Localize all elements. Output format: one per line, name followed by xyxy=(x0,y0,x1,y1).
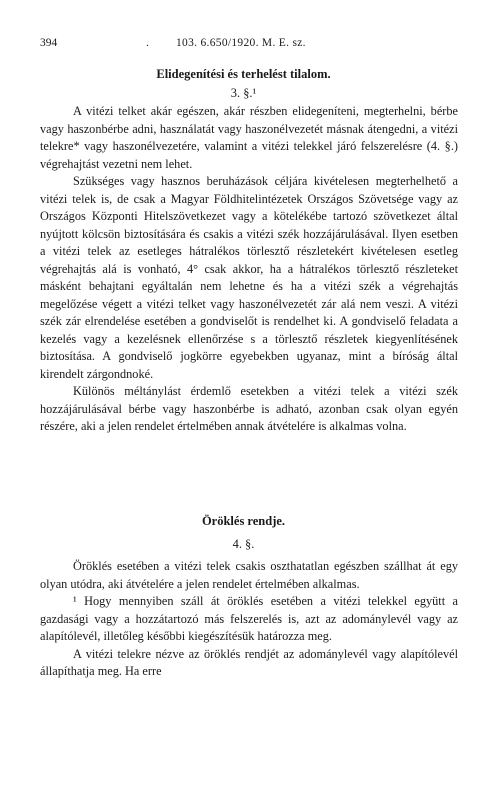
section-title-orokles: Öröklés rendje. xyxy=(201,514,286,528)
paragraph: A vitézi telekre nézve az öröklés rendjét az adománylevél vagy alapítólevél állapíthatja meg. Ha erre xyxy=(40,646,458,678)
header-separator: . xyxy=(146,37,149,49)
paragraph: Szükséges vagy hasznos beruházások céljára kivételesen megterhelhető a vitézi telek is, de csak a Magyar Földhitelintézetek Országos Szövetsége vagy az Országos Központi Hitelszövetkezet vagy a kötelékébe tartozó szövetkezet által nyújtott kölcsön biztosítására és csakis a vitézi szék hozzájárulásával. Ilyen esetben a vitézi telek az esetleges hátralékos törlesztő részletekért kivételesen esetleg végrehajtás alá is vonható, 4° csak akkor, ha a hátralékos törlesztő részleteket másként behajtani egyáltalán nem lehetne és ha a vitézi szék a végrehajtás megelőzése végett a vitézi telket vagy haszonélvezetét zár alá nem veszi. A vitézi szék zár elrendelése esetében a gondviselőt is rendelhet ki. A gondviselő feladata a kezelés vagy a kezelésnek ellenőrzése s a törlesztő részletek kiegyenlítésének biztosítása. A gondviselő jogkörre egyebekben ugyanaz, mint a bíróság által kirendelt zárgondnoké. xyxy=(40,174,458,381)
paragraph: ¹ Hogy mennyiben száll át öröklés esetében a vitézi telekkel együtt a gazdasági vagy a hozzátartozó más felszerelés is, azt az adománylevél vagy az alapítólevél, illetőleg későbbi kiegészítésük határozza meg. xyxy=(40,594,458,643)
paragraph: Öröklés esetében a vitézi telek csakis oszthatatlan egészben szállhat át egy olyan utódra, aki átvételére a jelen rendelet értelmében alkalmas. xyxy=(40,559,458,591)
paragraph: A vitézi telket akár egészen, akár részben elidegeníteni, megterhelni, bérbe vagy haszonbérbe adni, használatát vagy haszonélvezetét másnak átengedni, a vitézi telekre* vagy haszonélvezetére, valamint a vitézi telekkel járó felszerelésre (4. §.) végrehajtást vezetni nem lehet. xyxy=(40,104,458,171)
page-number: 394 xyxy=(40,37,58,49)
header-reference: 103. 6.650/1920. M. E. sz. xyxy=(176,37,306,49)
section-number-4: 4. §. xyxy=(232,537,255,551)
section-3-body xyxy=(40,103,458,436)
section-4-body xyxy=(40,558,458,681)
section-number-3: 3. §.¹ xyxy=(230,86,257,100)
page-header xyxy=(40,37,447,53)
section-title-elidegenitesi: Elidegenítési és terhelést tilalom. xyxy=(156,67,331,81)
paragraph: Különös méltánylást érdemlő esetekben a vitézi telek a vitézi szék hozzájárulásával bérbe vagy haszonbérbe is adható, azonban csak olyan egyén részére, aki a jelen rendelet értelmében annak átvételére is alkalmas volna. xyxy=(40,384,458,433)
